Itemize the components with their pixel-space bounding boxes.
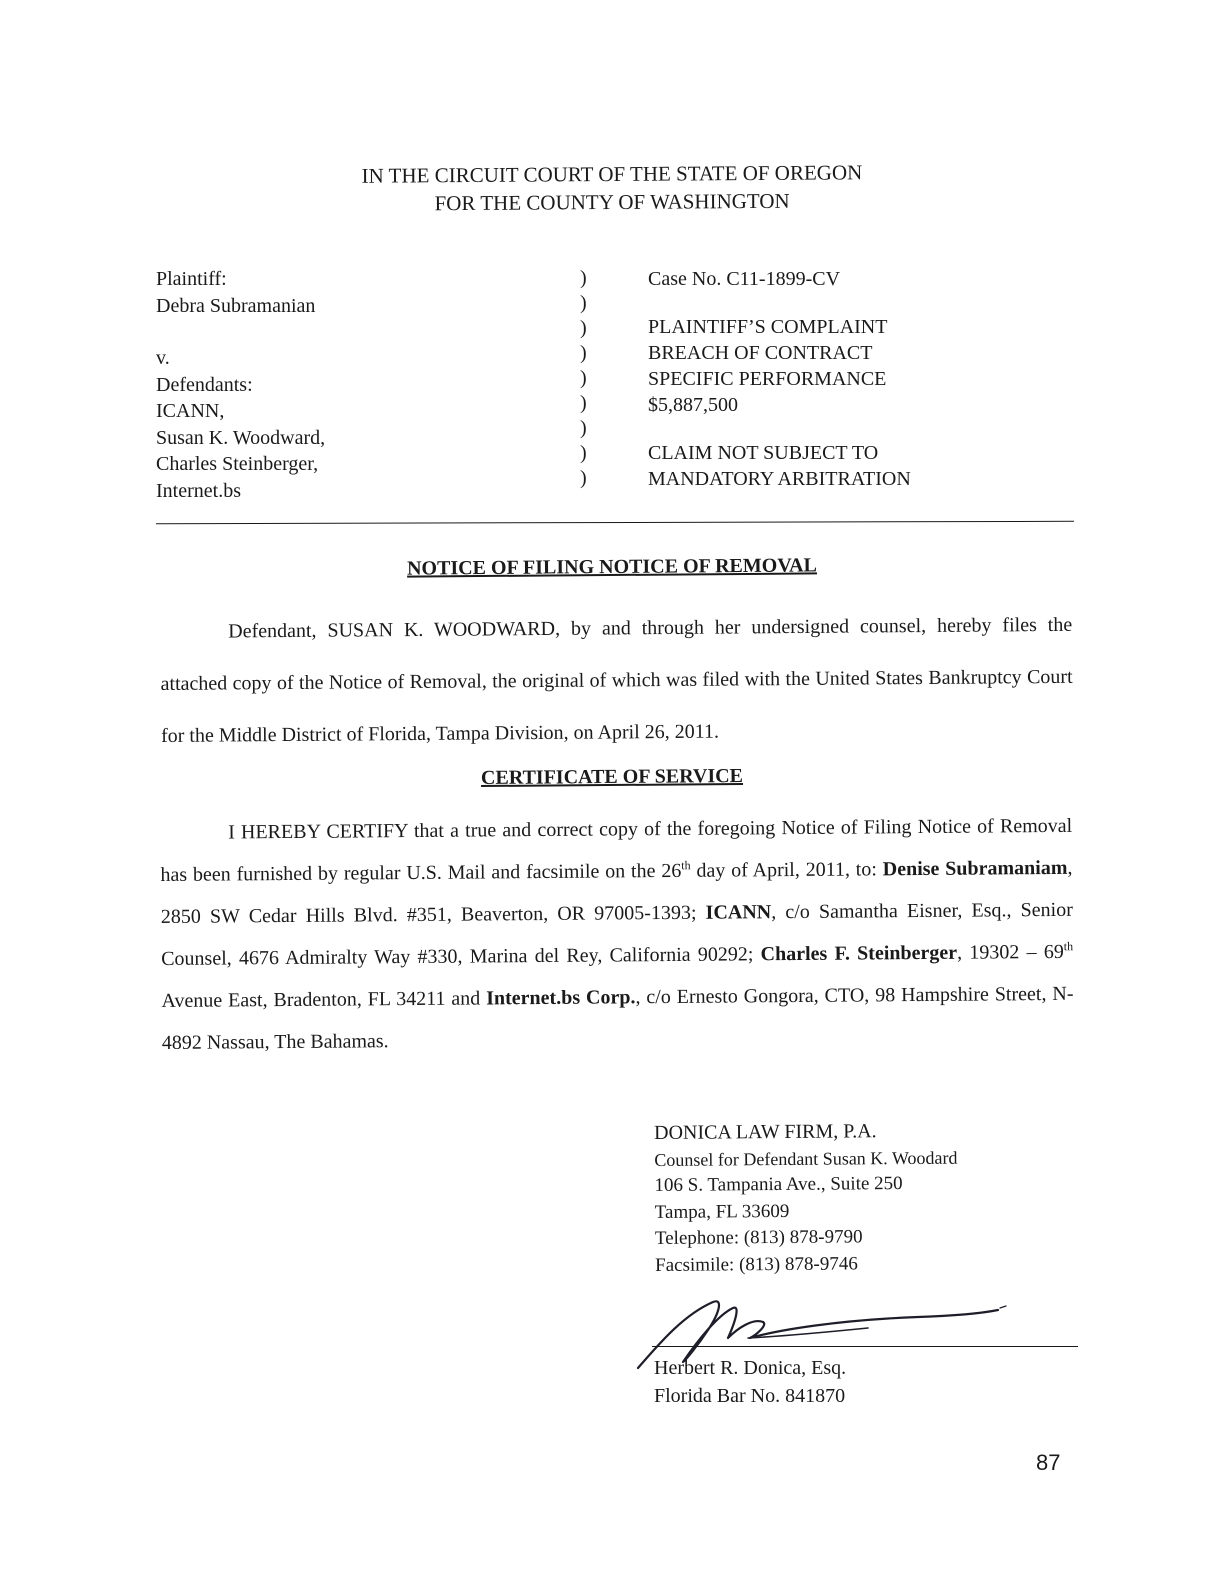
- plaintiff-name: Debra Subramanian: [156, 294, 316, 317]
- certificate-body: [160, 805, 1074, 1064]
- defendant-name: Charles Steinberger,: [156, 453, 319, 475]
- signer-info: [654, 1354, 1074, 1410]
- notice-body-text: Defendant, SUSAN K. WOODWARD, by and through her undersigned counsel, hereby files the attached copy of the Notice of Removal, the original of which was filed with the United States Bankruptcy Court for the Middle District of Florida, Tampa Division, on April 26, 2011.: [160, 613, 1073, 747]
- caption-parties: [156, 266, 536, 504]
- signer-name: Herbert R. Donica, Esq.: [654, 1357, 847, 1379]
- caption-paren: ): [580, 467, 587, 489]
- versus-label: v.: [156, 347, 170, 369]
- caption-paren: ): [580, 442, 587, 464]
- ordinal-suffix: th: [681, 858, 691, 873]
- caption-paren: ): [580, 267, 587, 289]
- caption-case-info: [648, 266, 1068, 492]
- caption-paren: ): [580, 292, 587, 314]
- defendant-name: ICANN,: [156, 400, 225, 422]
- complaint-line: PLAINTIFF’S COMPLAINT: [648, 316, 888, 338]
- caption-paren: ): [580, 367, 587, 389]
- bar-number: Florida Bar No. 841870: [654, 1385, 846, 1407]
- notice-body: [160, 599, 1073, 762]
- defendant-name: Internet.bs: [156, 479, 241, 502]
- counsel-for: Counsel for Defendant Susan K. Woodard: [654, 1147, 958, 1170]
- caption-paren: ): [580, 317, 587, 339]
- firm-address-line: 106 S. Tampania Ave., Suite 250: [654, 1173, 903, 1196]
- service-party-name: Charles F. Steinberger: [760, 941, 958, 966]
- claim-amount: $5,887,500: [648, 394, 738, 416]
- complaint-line: BREACH OF CONTRACT: [648, 342, 873, 364]
- court-header: [0, 156, 1224, 221]
- signature-block: [654, 1117, 1075, 1279]
- service-party-address: , c/o Ernesto Gongora, CTO, 98 Hampshire Street, N-4892 Nassau, The Bahamas.: [161, 982, 1074, 1054]
- signature-line: [652, 1346, 1078, 1347]
- defendants-label: Defendants:: [156, 373, 253, 396]
- caption-paren: ): [580, 417, 587, 439]
- page-number: 87: [1036, 1450, 1061, 1475]
- caption-paren: ): [580, 342, 587, 364]
- case-number: Case No. C11-1899-CV: [648, 268, 841, 290]
- service-party-address: , 19302 – 69: [957, 940, 1064, 964]
- caption-paren: ): [580, 392, 587, 414]
- caption-divider: [156, 521, 1074, 524]
- service-party-name: ICANN: [705, 901, 772, 924]
- service-party-address: , c/o Samantha Eisner, Esq., Senior Counsel, 4676 Admiralty Way #330, Marina del Rey, California 90292;: [161, 898, 1073, 970]
- firm-facsimile: Facsimile: (813) 878-9746: [655, 1252, 858, 1276]
- plaintiff-label: Plaintiff:: [156, 268, 227, 290]
- notice-title: NOTICE OF FILING NOTICE OF REMOVAL: [406, 554, 818, 580]
- certificate-title: CERTIFICATE OF SERVICE: [480, 764, 744, 790]
- firm-address-line: Tampa, FL 33609: [654, 1200, 790, 1223]
- service-party-address: Avenue East, Bradenton, FL 34211 and: [161, 987, 487, 1012]
- ordinal-suffix: th: [1063, 939, 1074, 954]
- service-party-address: , 2850 SW Cedar Hills Blvd. #351, Beaverton, OR 97005-1393;: [160, 856, 1073, 928]
- complaint-line: SPECIFIC PERFORMANCE: [648, 368, 887, 390]
- caption-parentheses: [580, 266, 600, 491]
- arbitration-line: CLAIM NOT SUBJECT TO: [648, 442, 879, 464]
- service-party-name: Internet.bs Corp.: [486, 986, 636, 1010]
- court-name-line: IN THE CIRCUIT COURT OF THE STATE OF OREGON: [361, 160, 863, 188]
- certificate-text: I HEREBY CERTIFY that a true and correct copy of the foregoing Notice of Filing Notice of Removal has been furnished by regular U.S. Mail and facsimile on the 26: [160, 814, 1073, 886]
- service-party-name: Denise Subramaniam: [882, 856, 1068, 881]
- court-county-line: FOR THE COUNTY OF WASHINGTON: [434, 188, 790, 216]
- firm-telephone: Telephone: (813) 878-9790: [654, 1226, 863, 1249]
- arbitration-line: MANDATORY ARBITRATION: [648, 468, 911, 490]
- certificate-text: day of April, 2011, to:: [690, 858, 883, 882]
- law-firm-name: DONICA LAW FIRM, P.A.: [654, 1120, 877, 1144]
- case-caption: [156, 266, 1076, 516]
- defendant-name: Susan K. Woodward,: [156, 426, 326, 449]
